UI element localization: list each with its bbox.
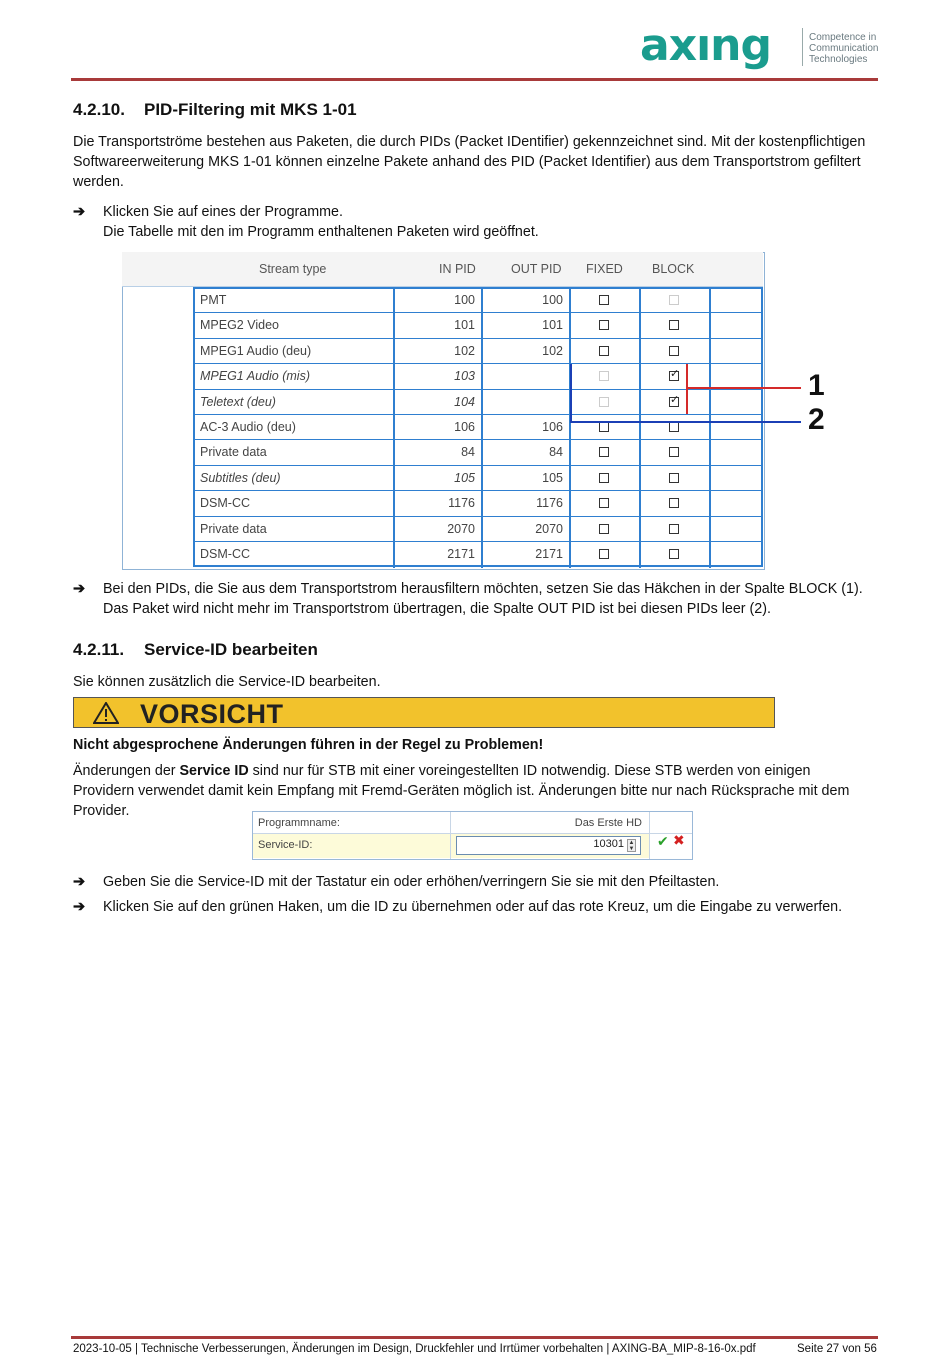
block-checkbox[interactable]: [669, 346, 679, 356]
program-name-value: Das Erste HD: [574, 817, 642, 829]
in-pid-cell: 105: [454, 471, 475, 485]
col-header-in-pid[interactable]: IN PID: [439, 262, 476, 276]
fixed-checkbox: [599, 371, 609, 381]
tagline-line: Communication: [809, 43, 879, 54]
section-heading: [73, 100, 357, 120]
stream-type-cell: AC-3 Audio (deu): [200, 420, 296, 434]
page-number: Seite 27 von 56: [797, 1343, 877, 1355]
row-divider: [195, 541, 761, 542]
section-intro: Die Transportströme bestehen aus Paketen, die durch PIDs (Packet IDentifier) gekennzeichnet sind. Mit der kostenpflichtigen Softwareerweiterung MKS 1-01 können einzelne Pakete anhand des PID (Packet Identifier) aus dem Transportstrom gefiltert werden.: [73, 134, 866, 190]
in-pid-cell: 102: [454, 344, 475, 358]
program-name-label: Programmname:: [258, 817, 340, 829]
section-heading: [73, 640, 318, 660]
fixed-checkbox: [599, 397, 609, 407]
block-checkbox[interactable]: [669, 368, 680, 381]
block-checkbox: [669, 295, 679, 305]
callout-1-bracket: [686, 364, 688, 414]
tagline-line: Technologies: [809, 54, 868, 65]
section-intro: Sie können zusätzlich die Service-ID bearbeiten.: [73, 674, 381, 690]
stream-type-cell: Subtitles (deu): [200, 471, 281, 485]
arrow-right-icon: ➔: [73, 581, 85, 597]
in-pid-cell: 1176: [448, 496, 475, 510]
col-header-stream-type[interactable]: Stream type: [259, 262, 327, 276]
arrow-right-icon: ➔: [73, 204, 85, 220]
row-divider: [195, 389, 761, 390]
stream-type-cell: PMT: [200, 293, 227, 307]
logo-divider: [802, 28, 803, 66]
logo-tagline: [809, 32, 878, 65]
service-id-spinner[interactable]: ▲ ▼: [628, 840, 635, 852]
form-column-divider: [649, 812, 650, 859]
section-number: 4.2.11.: [73, 640, 125, 659]
warning-text-pre: Änderungen der: [73, 763, 180, 779]
fixed-checkbox[interactable]: [599, 320, 609, 330]
block-checkbox[interactable]: [669, 549, 679, 559]
service-id-label: Service-ID:: [258, 839, 313, 851]
fixed-checkbox[interactable]: [599, 295, 609, 305]
col-header-fixed[interactable]: FIXED: [586, 262, 623, 276]
checkmark-icon: ✓: [670, 394, 680, 406]
warning-heading: Nicht abgesprochene Änderungen führen in der Regel zu Problemen!: [73, 737, 544, 753]
block-checkbox[interactable]: [669, 447, 679, 457]
step-text: Klicken Sie auf eines der Programme.: [103, 204, 343, 220]
column-divider: [709, 287, 711, 568]
service-id-value[interactable]: 10301: [593, 838, 624, 850]
column-divider: [569, 287, 571, 568]
logo-wordmark: axıng: [640, 20, 771, 71]
stream-type-cell: Teletext (deu): [200, 395, 276, 409]
step-result-text: Das Paket wird nicht mehr im Transportstrom übertragen, die Spalte OUT PID ist bei diesen PIDs leer (2).: [103, 601, 771, 617]
warning-triangle-icon: [93, 702, 119, 724]
stream-type-cell: Private data: [200, 445, 267, 459]
in-pid-cell: 101: [454, 318, 475, 332]
form-row-divider: [253, 833, 692, 834]
confirm-check-icon[interactable]: ✔: [657, 834, 669, 850]
section-title: Service-ID bearbeiten: [144, 640, 318, 659]
in-pid-cell: 106: [454, 420, 475, 434]
out-pid-cell: 84: [549, 445, 563, 459]
fixed-checkbox[interactable]: [599, 549, 609, 559]
out-pid-cell: 100: [542, 293, 563, 307]
arrow-right-icon: ➔: [73, 874, 85, 890]
warning-text-bold: Service ID: [179, 763, 249, 779]
callout-2-bracket: [570, 364, 572, 422]
step-text: Klicken Sie auf den grünen Haken, um die ID zu übernehmen oder auf das rote Kreuz, um die Eingabe zu verwerfen.: [103, 899, 843, 915]
footer-info: 2023-10-05 | Technische Verbesserungen, Änderungen im Design, Druckfehler und Irrtümer vorbehalten | AXING-BA_MIP-8-16-0x.pdf: [73, 1343, 756, 1355]
stream-type-cell: Private data: [200, 522, 267, 536]
section-title: PID-Filtering mit MKS 1-01: [144, 100, 357, 119]
out-pid-cell: 106: [542, 420, 563, 434]
fixed-checkbox[interactable]: [599, 524, 609, 534]
tagline-line: Competence in: [809, 32, 877, 43]
block-checkbox[interactable]: [669, 473, 679, 483]
warning-text-post: sind nur für STB mit einer voreingestellten ID notwendig. Diese STB werden von einigen Providern verwendet damit kein Empfang mit Fremd-Geräten möglich ist. Änderungen bitte nur nach Rücksprache mit dem Provider.: [73, 763, 850, 819]
callout-2-number: 2: [808, 403, 825, 436]
in-pid-cell: 103: [454, 369, 475, 383]
cancel-cross-icon[interactable]: ✖: [673, 833, 685, 849]
callout-1-number: 1: [808, 369, 825, 402]
arrow-right-icon: ➔: [73, 899, 85, 915]
in-pid-cell: 2171: [447, 547, 475, 561]
row-divider: [195, 439, 761, 440]
block-checkbox[interactable]: [669, 422, 679, 432]
in-pid-cell: 84: [461, 445, 475, 459]
out-pid-cell: 101: [542, 318, 563, 332]
fixed-checkbox[interactable]: [599, 346, 609, 356]
footer-rule: [71, 1336, 878, 1339]
row-divider: [195, 490, 761, 491]
warning-label: VORSICHT: [140, 699, 284, 729]
stream-type-cell: DSM-CC: [200, 547, 250, 561]
column-divider: [639, 287, 641, 568]
checkmark-icon: ✓: [670, 368, 680, 380]
header-rule: [71, 78, 878, 81]
fixed-checkbox[interactable]: [599, 447, 609, 457]
stream-type-cell: MPEG2 Video: [200, 318, 279, 332]
fixed-checkbox[interactable]: [599, 473, 609, 483]
col-header-out-pid[interactable]: OUT PID: [511, 262, 562, 276]
row-divider: [195, 312, 761, 313]
block-checkbox[interactable]: [669, 524, 679, 534]
stream-type-cell: DSM-CC: [200, 496, 250, 510]
out-pid-cell: 2171: [535, 547, 563, 561]
row-divider: [195, 516, 761, 517]
section-number: 4.2.10.: [73, 100, 125, 119]
out-pid-cell: 1176: [536, 496, 563, 510]
fixed-checkbox[interactable]: [599, 422, 609, 432]
callout-1-leader: [686, 387, 801, 389]
out-pid-cell: 105: [542, 471, 563, 485]
fixed-checkbox[interactable]: [599, 498, 609, 508]
step-text: Geben Sie die Service-ID mit der Tastatur ein oder erhöhen/verringern Sie sie mit den Pfeiltasten.: [103, 874, 720, 890]
col-header-block[interactable]: BLOCK: [652, 262, 695, 276]
block-checkbox[interactable]: [669, 394, 680, 407]
out-pid-cell: 2070: [535, 522, 563, 536]
in-pid-cell: 100: [454, 293, 475, 307]
column-divider: [481, 287, 483, 568]
step-result-text: Die Tabelle mit den im Programm enthaltenen Paketen wird geöffnet.: [103, 224, 539, 240]
column-divider: [393, 287, 395, 568]
out-pid-cell: 102: [542, 344, 563, 358]
stream-type-cell: MPEG1 Audio (deu): [200, 344, 312, 358]
in-pid-cell: 2070: [447, 522, 475, 536]
step-text: Bei den PIDs, die Sie aus dem Transportstrom herausfiltern möchten, setzen Sie das Häkchen in der Spalte BLOCK (1).: [103, 581, 863, 597]
stream-type-cell: MPEG1 Audio (mis): [200, 369, 310, 383]
form-column-divider: [450, 812, 451, 859]
block-checkbox[interactable]: [669, 320, 679, 330]
callout-2-leader: [570, 421, 801, 423]
in-pid-cell: 104: [454, 395, 475, 409]
block-checkbox[interactable]: [669, 498, 679, 508]
